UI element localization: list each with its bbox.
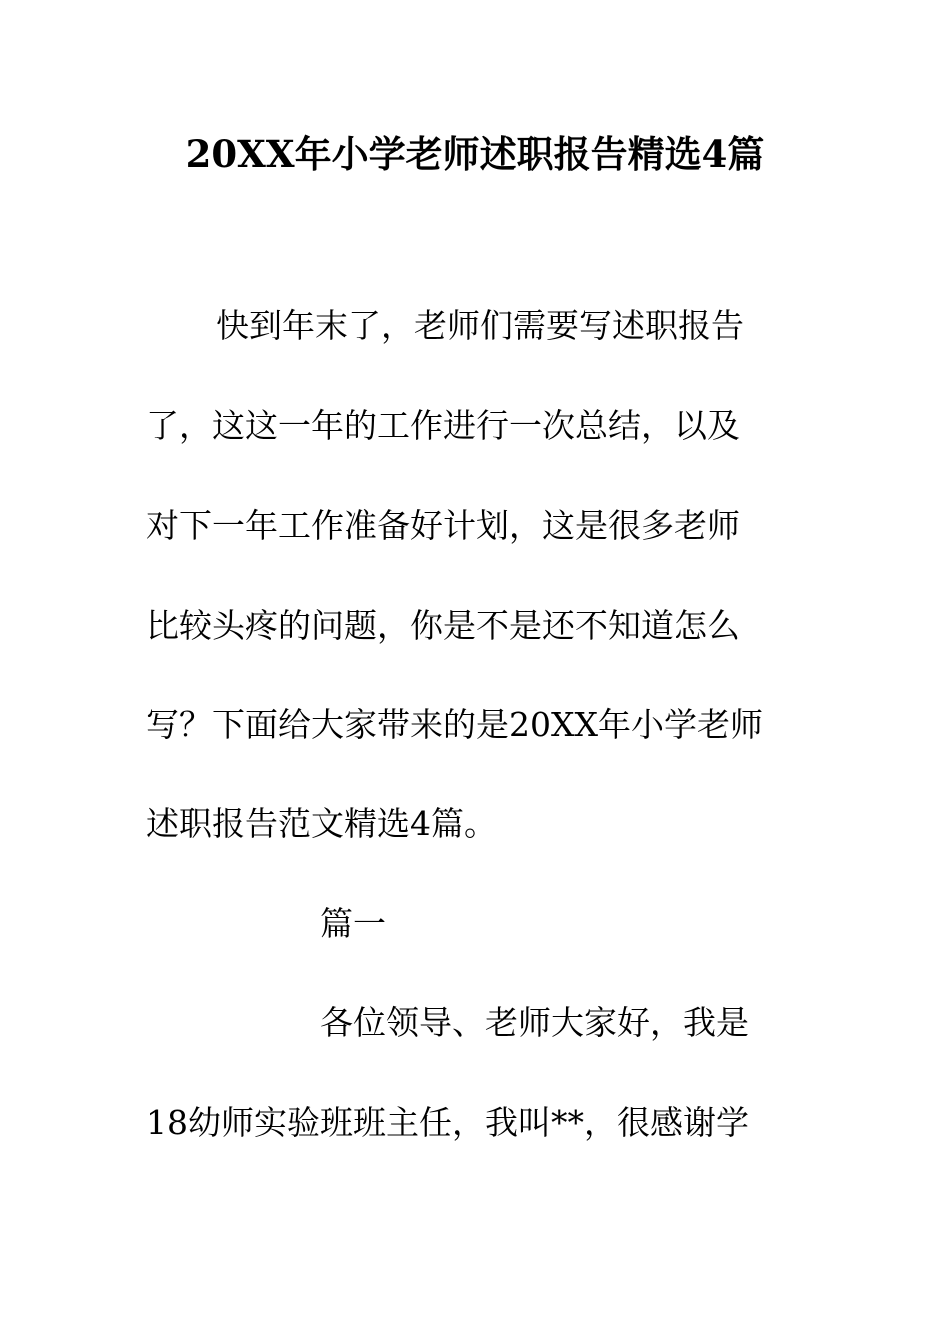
paragraph-line: 写？下面给大家带来的是20XX年小学老师: [146, 705, 763, 744]
paragraph-line: 各位领导、老师大家好，我是: [320, 1003, 749, 1042]
paragraph-line: 了，这这一年的工作进行一次总结，以及: [146, 406, 740, 445]
paragraph-line: 对下一年工作准备好计划，这是很多老师: [146, 506, 740, 545]
document-title: 20XX年小学老师述职报告精选4篇: [185, 132, 765, 176]
paragraph-line: 快到年末了，老师们需要写述职报告: [216, 306, 744, 345]
paragraph-line: 述职报告范文精选4篇。: [146, 804, 497, 843]
paragraph-line: 18幼师实验班班主任，我叫**，很感谢学: [146, 1103, 749, 1142]
paragraph-line: 比较头疼的问题，你是不是还不知道怎么: [146, 606, 740, 645]
section-heading: 篇一: [320, 904, 386, 943]
